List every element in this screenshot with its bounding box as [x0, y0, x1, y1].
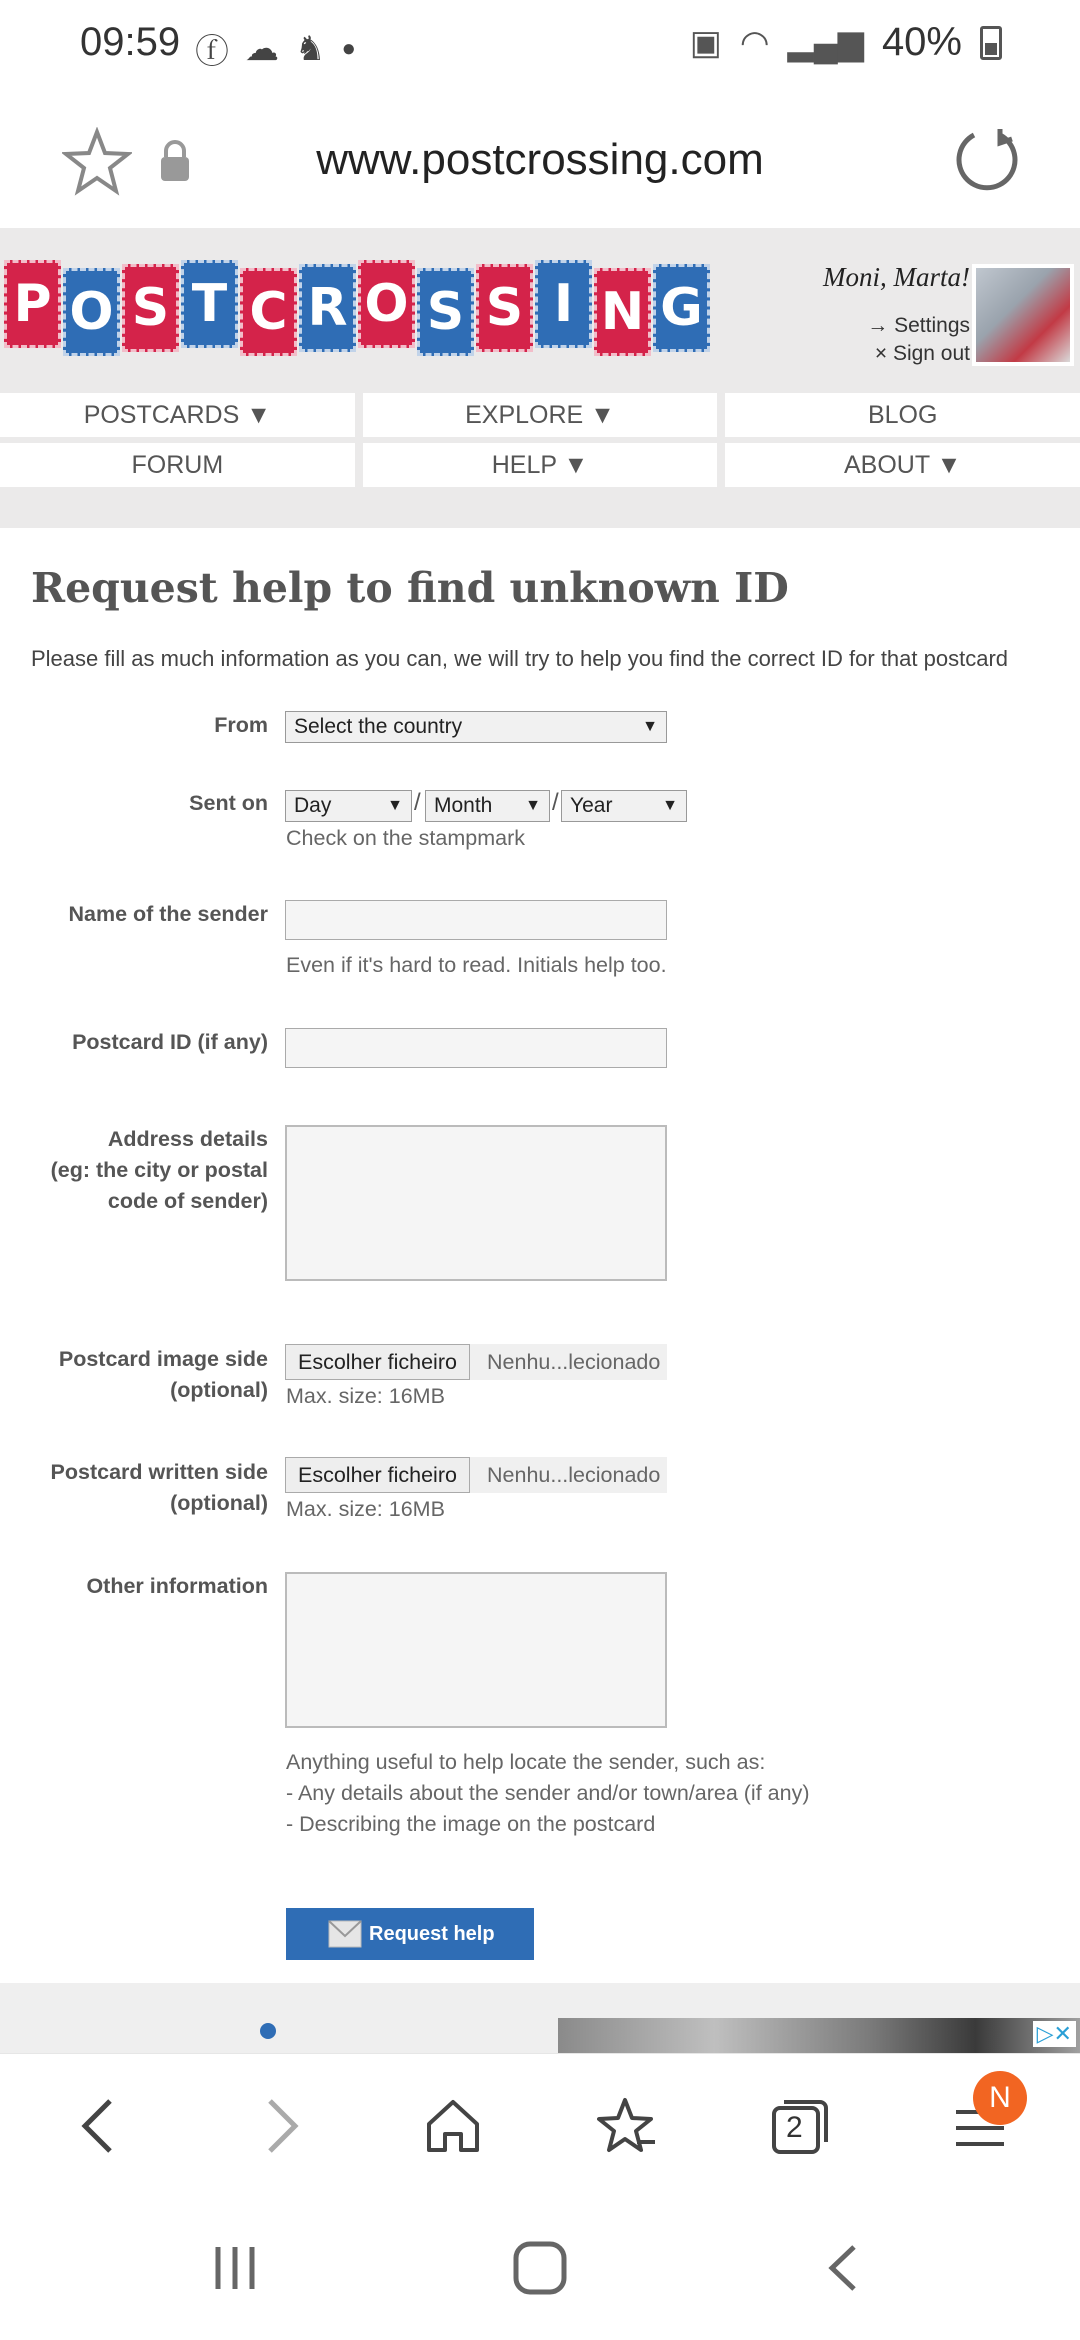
from-label: From [214, 713, 268, 737]
image-side-file-input[interactable] [285, 1344, 667, 1380]
postcard-id-input[interactable] [285, 1028, 667, 1068]
battery-icon [980, 26, 1002, 60]
request-help-form [0, 528, 1080, 1983]
nav-postcards[interactable]: POSTCARDS ▼ [0, 393, 355, 437]
system-back-icon[interactable] [822, 2243, 862, 2293]
dropdown-arrow-icon: ▼ [642, 718, 658, 735]
ad-marker [260, 2023, 276, 2039]
logo-letter: I [535, 260, 592, 348]
image-side-label-line: (optional) [170, 1378, 268, 1402]
tabs-count: 2 [786, 2111, 803, 2144]
address-label-line: Address details [107, 1127, 268, 1151]
other-info-label: Other information [86, 1574, 268, 1598]
logo-letter: N [594, 268, 651, 356]
url-display[interactable]: www.postcrossing.com [316, 135, 764, 184]
system-navigation-bar [0, 2193, 1080, 2340]
facebook-icon: ⓕ [195, 33, 229, 71]
battery-percent: 40% [881, 20, 962, 64]
home-icon[interactable] [423, 2096, 483, 2156]
avatar[interactable] [972, 264, 1074, 366]
written-max-size: Max. size: 16MB [286, 1497, 445, 1521]
month-select[interactable] [425, 790, 550, 822]
wifi-icon: ◠ [739, 23, 770, 62]
sender-label: Name of the sender [68, 902, 268, 926]
recent-apps-icon[interactable] [210, 2243, 260, 2293]
nav-blog[interactable]: BLOG [725, 393, 1080, 437]
written-side-file-input[interactable] [285, 1457, 667, 1493]
nav-forum[interactable]: FORUM [0, 443, 355, 487]
notification-icons [195, 24, 356, 73]
nav-help[interactable]: HELP ▼ [363, 443, 718, 487]
form-intro: Please fill as much information as you can, we will try to help you find the correct ID for that postcard [31, 646, 1009, 671]
other-help-line: - Describing the image on the postcard [286, 1812, 656, 1836]
address-label [51, 1124, 268, 1217]
reload-icon[interactable] [952, 125, 1022, 195]
back-arrow-icon[interactable] [70, 2096, 130, 2156]
user-greeting[interactable]: Moni, Marta! [823, 262, 970, 292]
sign-out-link[interactable]: × Sign out [874, 342, 970, 365]
year-select[interactable] [561, 790, 687, 822]
image-side-label [59, 1344, 268, 1406]
address-label-line: (eg: the city or postal [50, 1158, 268, 1182]
battery-saver-icon: ▣ [689, 23, 722, 62]
home-button-icon[interactable] [512, 2240, 568, 2296]
postcrossing-logo[interactable] [4, 264, 712, 352]
logo-letter: O [358, 260, 415, 348]
sender-help: Even if it's hard to read. Initials help too. [286, 953, 667, 977]
image-max-size: Max. size: 16MB [286, 1384, 445, 1408]
day-select-value: Day [294, 794, 332, 817]
written-side-label [51, 1457, 268, 1519]
logo-letter: O [63, 268, 120, 356]
menu-notification-badge: N [973, 2071, 1027, 2125]
logo-letter: G [653, 264, 710, 352]
written-side-label-line: Postcard written side [50, 1460, 268, 1484]
tabs-button[interactable] [770, 2096, 830, 2156]
year-select-value: Year [570, 794, 613, 817]
other-info-help [286, 1747, 809, 1840]
sender-name-input[interactable] [285, 900, 667, 940]
settings-link[interactable]: → Settings [867, 314, 970, 337]
other-help-line: - Any details about the sender and/or town/area (if any) [286, 1781, 810, 1805]
other-info-textarea[interactable] [285, 1572, 667, 1728]
logo-letter: C [240, 268, 297, 356]
nav-explore[interactable]: EXPLORE ▼ [363, 393, 718, 437]
browser-toolbar [0, 2053, 1080, 2194]
request-help-label: Request help [369, 1923, 495, 1945]
dropdown-arrow-icon: ▼ [662, 797, 678, 814]
app-notification-icon: ♞ [295, 29, 326, 68]
date-separator: / [552, 789, 559, 816]
bookmarks-icon[interactable] [597, 2096, 657, 2156]
dropdown-arrow-icon: ▼ [525, 797, 541, 814]
logo-letter: S [417, 268, 474, 356]
country-select[interactable] [285, 711, 667, 743]
cloud-icon: ☁ [245, 29, 279, 68]
date-separator: / [414, 789, 421, 816]
status-bar [0, 0, 1080, 90]
more-dot-icon: ● [341, 34, 356, 62]
choose-file-button[interactable]: Escolher ficheiro [285, 1457, 470, 1493]
nav-about[interactable]: ABOUT ▼ [725, 443, 1080, 487]
logo-letter: S [476, 264, 533, 352]
choose-file-button[interactable]: Escolher ficheiro [285, 1344, 470, 1380]
address-details-textarea[interactable] [285, 1125, 667, 1281]
other-help-line: Anything useful to help locate the sender, such as: [286, 1750, 766, 1774]
status-time: 09:59 [80, 20, 181, 64]
page-title: Request help to find unknown ID [31, 564, 789, 612]
site-header [0, 228, 1080, 528]
logo-letter: T [181, 260, 238, 348]
file-status: Nenhu...lecionado [487, 1350, 661, 1374]
logo-letter: R [299, 264, 356, 352]
address-label-line: code of sender) [107, 1189, 268, 1213]
request-help-button[interactable] [286, 1908, 534, 1960]
ad-image[interactable] [558, 2018, 1080, 2053]
mail-icon [328, 1920, 362, 1948]
status-right [690, 20, 1002, 65]
written-side-label-line: (optional) [170, 1491, 268, 1515]
month-select-value: Month [434, 794, 493, 817]
day-select[interactable] [285, 790, 412, 822]
logo-letter: S [122, 264, 179, 352]
logo-letter: P [4, 260, 61, 348]
sent-on-label: Sent on [189, 791, 268, 815]
image-side-label-line: Postcard image side [58, 1347, 268, 1371]
file-status: Nenhu...lecionado [487, 1463, 661, 1487]
ad-banner[interactable] [0, 1983, 1080, 2053]
forward-arrow-icon[interactable] [250, 2096, 310, 2156]
dropdown-arrow-icon: ▼ [387, 797, 403, 814]
adchoices-icon[interactable]: ▷✕ [1033, 2021, 1076, 2047]
main-nav [0, 393, 1080, 493]
sent-on-help: Check on the stampmark [286, 826, 525, 850]
browser-address-bar [0, 95, 1080, 225]
signal-icon: ▂▄▆ [787, 23, 864, 62]
postcard-id-label: Postcard ID (if any) [72, 1030, 268, 1054]
country-select-value: Select the country [294, 715, 463, 738]
